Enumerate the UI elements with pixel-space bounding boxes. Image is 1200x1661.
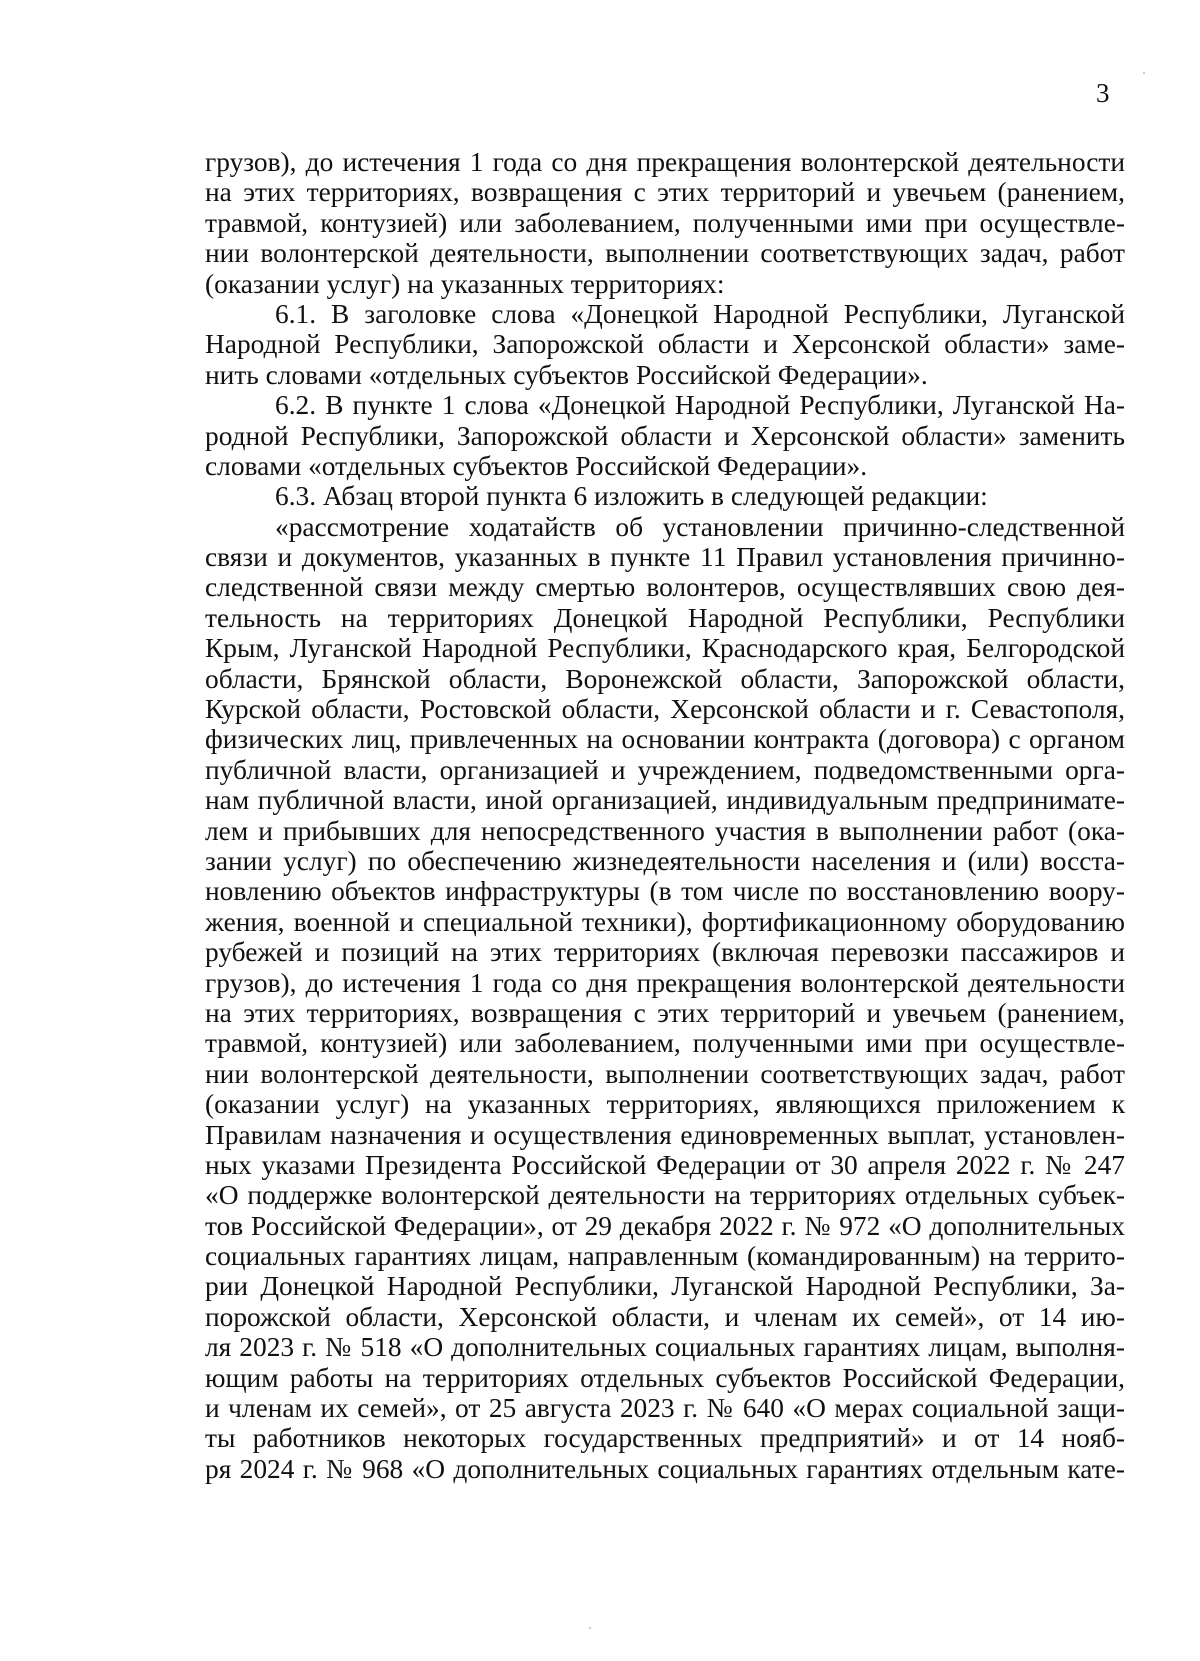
text-line: 6.1. В заголовке слова «Донецкой Народной Республики, Луганской: [275, 298, 1125, 329]
text-line: Курской области, Ростовской области, Херсонской области и г. Севастополя,: [205, 694, 1125, 725]
text-line: 6.2. В пункте 1 слова «Донецкой Народной Республики, Луганской На-: [275, 390, 1125, 421]
text-line: рубежей и позиций на этих территориях (включая перевозки пассажиров и: [205, 937, 1125, 968]
text-line: Правилам назначения и осуществления единовременных выплат, установлен-: [205, 1119, 1125, 1150]
text-line: жения, военной и специальной техники), фортификационному оборудованию: [205, 906, 1125, 937]
text-line: зании услуг) по обеспечению жизнедеятельности населения и (или) восста-: [205, 845, 1125, 876]
text-line: 6.3. Абзац второй пункта 6 изложить в следующей редакции:: [275, 481, 988, 512]
text-line: нии волонтерской деятельности, выполнении соответствующих задач, работ: [205, 238, 1125, 269]
text-line: грузов), до истечения 1 года со дня прекращения волонтерской деятельности: [205, 967, 1125, 998]
text-line: на этих территориях, возвращения с этих территорий и увечьем (ранением,: [205, 997, 1125, 1028]
text-line: лем и прибывших для непосредственного участия в выполнении работ (ока-: [205, 815, 1125, 846]
text-line: социальных гарантиях лицам, направленным (командированным) на террито-: [205, 1241, 1125, 1272]
text-line: тельность на территориях Донецкой Народной Республики, Республики: [205, 602, 1125, 633]
text-line: нии волонтерской деятельности, выполнении соответствующих задач, работ: [205, 1058, 1125, 1089]
text-line: физических лиц, привлеченных на основании контракта (договора) с органом: [205, 724, 1125, 755]
text-line: порожской области, Херсонской области, и членам их семей», от 14 ию-: [205, 1301, 1125, 1332]
text-line: родной Республики, Запорожской области и Херсонской области» заменить: [205, 420, 1125, 451]
page-number: 3: [1096, 78, 1110, 108]
text-line: «О поддержке волонтерской деятельности на территориях отдельных субъек-: [205, 1180, 1125, 1211]
text-line: и членам их семей», от 25 августа 2023 г. № 640 «О мерах социальной защи-: [205, 1393, 1125, 1424]
text-line: «рассмотрение ходатайств об установлении причинно-следственной: [275, 511, 1125, 542]
text-line: грузов), до истечения 1 года со дня прекращения волонтерской деятельности: [205, 147, 1125, 177]
text-line: ты работников некоторых государственных предприятий» и от 14 нояб-: [205, 1423, 1125, 1454]
text-line: травмой, контузией) или заболеванием, полученными ими при осуществле-: [205, 1028, 1125, 1059]
text-line: Народной Республики, Запорожской области и Херсонской области» заме-: [205, 329, 1125, 360]
text-line: публичной власти, организацией и учреждением, подведомственными орга-: [205, 754, 1125, 785]
text-line: тов Российской Федерации», от 29 декабря 2022 г. № 972 «О дополнительных: [205, 1210, 1125, 1241]
document-body: [205, 147, 1125, 1484]
text-line: нам публичной власти, иной организацией, индивидуальным предпринимате-: [205, 785, 1125, 816]
scan-speck: [589, 1627, 591, 1629]
text-line: травмой, контузией) или заболеванием, полученными ими при осуществле-: [205, 207, 1125, 238]
text-line: новлению объектов инфраструктуры (в том числе по восстановлению воору-: [205, 876, 1125, 907]
scan-speck: [1143, 72, 1145, 74]
text-line: связи и документов, указанных в пункте 11 Правил установления причинно-: [205, 542, 1125, 573]
text-line: (оказании услуг) на указанных территориях, являющихся приложением к: [205, 1089, 1125, 1120]
text-line: (оказании услуг) на указанных территориях:: [205, 268, 725, 299]
text-line: нить словами «отдельных субъектов Российской Федерации».: [205, 359, 928, 390]
text-line: Крым, Луганской Народной Республики, Краснодарского края, Белгородской: [205, 633, 1125, 664]
text-line: ных указами Президента Российской Федерации от 30 апреля 2022 г. № 247: [205, 1149, 1125, 1180]
text-line: ля 2023 г. № 518 «О дополнительных социальных гарантиях лицам, выполня-: [205, 1332, 1125, 1363]
text-line: на этих территориях, возвращения с этих территорий и увечьем (ранением,: [205, 177, 1125, 208]
text-line: словами «отдельных субъектов Российской Федерации».: [205, 450, 868, 481]
text-line: рии Донецкой Народной Республики, Луганской Народной Республики, За-: [205, 1271, 1125, 1302]
text-line: ря 2024 г. № 968 «О дополнительных социальных гарантиях отдельным кате-: [205, 1453, 1125, 1484]
text-line: ющим работы на территориях отдельных субъектов Российской Федерации,: [205, 1362, 1125, 1393]
text-line: области, Брянской области, Воронежской области, Запорожской области,: [205, 663, 1125, 694]
text-line: следственной связи между смертью волонтеров, осуществлявших свою дея-: [205, 572, 1125, 603]
